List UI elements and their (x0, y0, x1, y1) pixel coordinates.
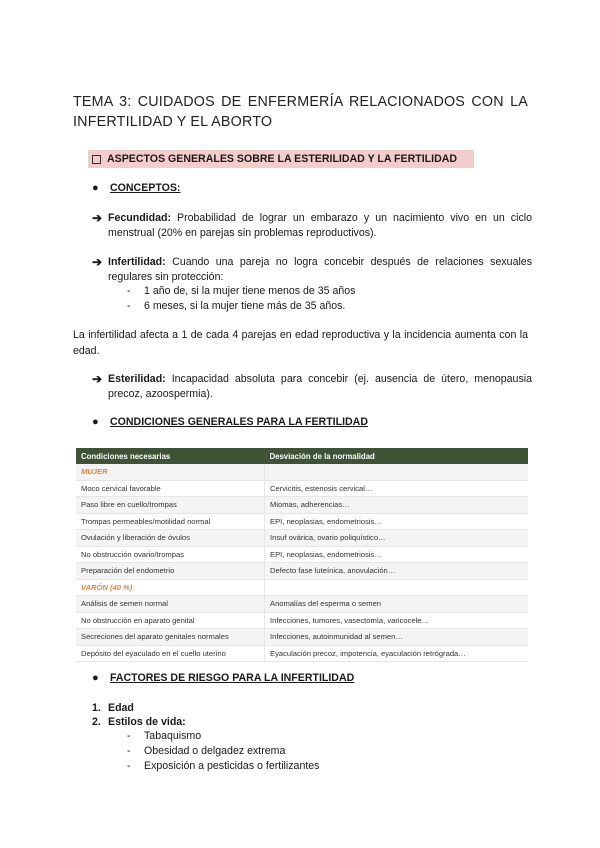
group-label-varon: VARÓN (40 %) (76, 579, 265, 596)
definition-esterilidad (92, 372, 532, 402)
lifestyle-sublist (127, 729, 319, 774)
list-item: 1. Edad (92, 702, 134, 714)
bullet-conceptos-label: CONCEPTOS: (110, 182, 181, 194)
section-heading (88, 150, 474, 168)
table-header: Desviación de la normalidad (265, 448, 529, 464)
bullet-icon: ● (92, 182, 99, 194)
table-group-row (76, 579, 528, 596)
table-header-row (76, 448, 528, 464)
list-item: - 6 meses, si la mujer tiene más de 35 años. (127, 300, 346, 312)
bullet-condiciones-label: CONDICIONES GENERALES PARA LA FERTILIDAD (110, 416, 368, 428)
table-row: Moco cervical favorable Cervicitis, estenosis cervical… (76, 480, 528, 497)
table-row: Preparación del endometrio Defecto fase luteínica, anovulación… (76, 563, 528, 580)
arrow-icon: ➔ (92, 255, 103, 269)
list-item: - Tabaquismo (127, 730, 202, 742)
table-row: Paso libre en cuello/trompas Miomas, adherencias… (76, 497, 528, 514)
bullet-icon: ● (92, 416, 99, 428)
bullet-condiciones (92, 415, 368, 429)
table-row: Secreciones del aparato genitales normales Infecciones, autoinmunidad al semen… (76, 629, 528, 646)
table-row: No obstrucción ovario/trompas EPI, neoplasias, endometriosis… (76, 546, 528, 563)
fertility-conditions-table (76, 448, 528, 662)
infertilidad-sublist (127, 284, 355, 314)
table-row: Depósito del eyaculado en el cuello uterino Eyaculación precoz, impotencia, eyaculación retrógrada… (76, 645, 528, 662)
term-esterilidad: Esterilidad: (108, 373, 166, 385)
bullet-conceptos (92, 181, 180, 195)
table-group-row (76, 464, 528, 480)
list-item: - 1 año de, si la mujer tiene menos de 35 años (127, 285, 356, 297)
table-row: Ovulación y liberación de óvulos Insuf ovárica, ovario poliquístico… (76, 530, 528, 547)
arrow-icon: ➔ (92, 211, 103, 225)
list-item: - Obesidad o delgadez extrema (127, 745, 286, 757)
section-heading-text: ASPECTOS GENERALES SOBRE LA ESTERILIDAD Y LA FERTILIDAD (107, 153, 458, 165)
arrow-icon: ➔ (92, 372, 103, 386)
table-row: Trompas permeables/motilidad normal EPI, neoplasias, endometriosis… (76, 513, 528, 530)
bullet-icon: ● (92, 672, 99, 684)
bullet-factores (92, 671, 354, 685)
text-fecundidad: Probabilidad de lograr un embarazo y un nacimiento vivo en un ciclo menstrual (20% en parejas sin problemas reproductivos). (108, 212, 532, 239)
term-infertilidad: Infertilidad: (108, 256, 166, 268)
term-fecundidad: Fecundidad: (108, 212, 171, 224)
risk-factors-list (92, 701, 186, 729)
definition-infertilidad (92, 255, 532, 285)
text-esterilidad: Incapacidad absoluta para concebir (ej. ausencia de útero, menopausia precoz, azoospermia). (108, 373, 532, 400)
list-item: 2. Estilos de vida: (92, 716, 186, 728)
page-title: TEMA 3: CUIDADOS DE ENFERMERÍA RELACIONADOS CON LA INFERTILIDAD Y EL ABORTO (73, 94, 528, 130)
text-infertilidad: Cuando una pareja no logra concebir después de relaciones sexuales regulares sin protección: (108, 256, 532, 283)
table-header: Condiciones necesarias (76, 448, 265, 464)
infertility-paragraph: La infertilidad afecta a 1 de cada 4 parejas en edad reproductiva y la incidencia aumenta con la edad. (73, 329, 528, 357)
group-label-mujer: MUJER (76, 464, 265, 480)
bullet-factores-label: FACTORES DE RIESGO PARA LA INFERTILIDAD (110, 672, 355, 684)
table-row: Análisis de semen normal Anomalías del esperma o semen (76, 596, 528, 613)
list-item: - Exposición a pesticidas o fertilizantes (127, 760, 320, 772)
checkbox-icon[interactable] (92, 155, 101, 164)
table-row: No obstrucción en aparato genital Infecciones, tumores, vasectomía, varicocele… (76, 612, 528, 629)
definition-fecundidad (92, 211, 532, 241)
